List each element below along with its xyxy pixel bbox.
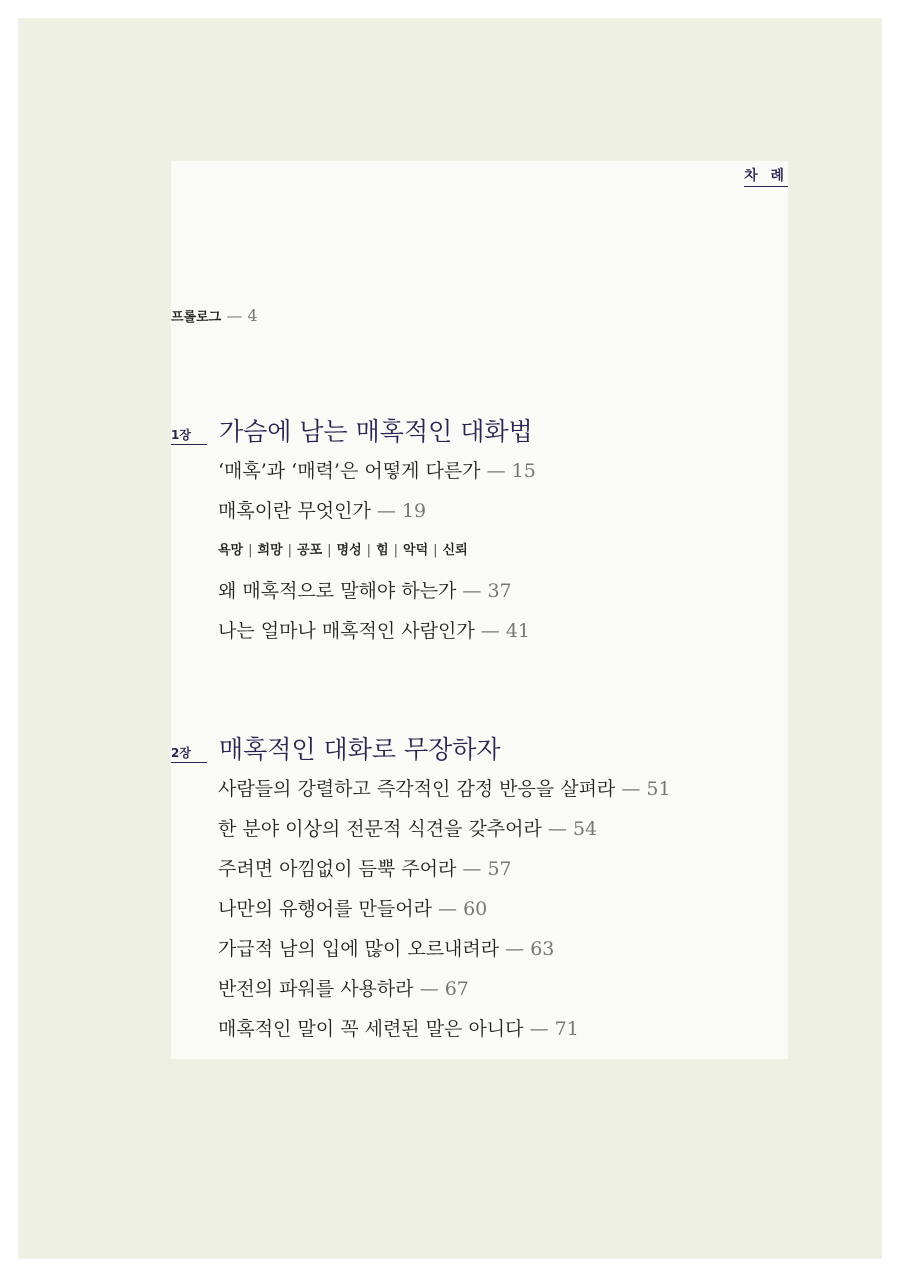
toc-entry[interactable] <box>218 849 671 889</box>
entry-page: 71 <box>554 1018 579 1040</box>
entry-title: 가급적 남의 입에 많이 오르내려라 <box>218 938 500 960</box>
chapter-1-number: 1장 <box>171 426 207 445</box>
chapter-2-title: 매혹적인 대화로 무장하자 <box>219 735 501 764</box>
entry-title: 나는 얼마나 매혹적인 사람인가 <box>218 620 475 642</box>
toc-entry[interactable] <box>218 1009 671 1049</box>
entry-dash: — <box>547 818 567 840</box>
chapter-2 <box>171 733 671 1049</box>
toc-entry[interactable] <box>218 611 580 651</box>
entry-title: 나만의 유행어를 만들어라 <box>218 898 432 920</box>
toc-entry[interactable] <box>218 491 580 531</box>
entry-title: ‘매혹’과 ‘매력’은 어떻게 다른가 <box>218 460 481 482</box>
tag-item: 공포 <box>297 543 323 558</box>
entry-page: 67 <box>444 978 469 1000</box>
chapter-2-number: 2장 <box>171 744 207 763</box>
entry-page: 63 <box>530 938 555 960</box>
toc-entry[interactable] <box>218 451 580 491</box>
entry-dash: — <box>376 500 396 522</box>
entry-title: 한 분야 이상의 전문적 식견을 갖추어라 <box>218 818 542 840</box>
prologue-dash: — <box>226 306 243 325</box>
chapter-1 <box>171 415 536 651</box>
entry-page: 19 <box>401 500 427 522</box>
entry-title: 매혹이란 무엇인가 <box>218 500 371 522</box>
entry-title: 반전의 파워를 사용하라 <box>218 978 414 1000</box>
tag-item: 신뢰 <box>442 543 468 558</box>
page-background <box>18 18 882 1259</box>
chapter-1-heading[interactable] <box>171 415 533 449</box>
entry-dash: — <box>621 778 641 800</box>
entry-title: 사람들의 강렬하고 즉각적인 감정 반응을 살펴라 <box>218 778 616 800</box>
toc-header: 차 례 <box>744 165 788 187</box>
entry-page: 41 <box>505 620 531 642</box>
entry-page: 15 <box>511 460 536 482</box>
entry-page: 60 <box>463 898 488 920</box>
chapter-1-tags: 욕망 | 희망 | 공포 | 명성 | 힘 | 악덕 | 신뢰 <box>218 543 468 558</box>
prologue-page: 4 <box>247 306 258 325</box>
chapter-1-title: 가슴에 남는 매혹적인 대화법 <box>219 417 533 446</box>
entry-page: 54 <box>572 818 598 840</box>
toc-entry[interactable] <box>218 889 671 929</box>
entry-title: 주려면 아낌없이 듬뿍 주어라 <box>218 858 457 880</box>
chapter-2-heading[interactable] <box>171 733 624 767</box>
entry-dash: — <box>462 580 482 602</box>
entry-page: 51 <box>646 778 671 800</box>
toc-sheet <box>171 161 788 1059</box>
entry-page: 57 <box>487 858 512 880</box>
tag-item: 명성 <box>336 543 362 558</box>
toc-entry[interactable] <box>218 809 671 849</box>
toc-entry[interactable] <box>218 929 671 969</box>
toc-entry[interactable] <box>218 571 580 611</box>
entry-page: 37 <box>487 580 512 602</box>
entry-dash: — <box>438 898 458 920</box>
tag-item: 희망 <box>257 543 283 558</box>
tag-item: 악덕 <box>403 543 429 558</box>
entry-title: 매혹적인 말이 꼭 세련된 말은 아니다 <box>218 1018 524 1040</box>
entry-dash: — <box>529 1018 549 1040</box>
entry-dash: — <box>505 938 525 960</box>
tag-item: 힘 <box>376 543 389 558</box>
prologue-label: 프롤로그 <box>171 310 222 325</box>
entry-title: 왜 매혹적으로 말해야 하는가 <box>218 580 457 602</box>
entry-dash: — <box>462 858 482 880</box>
toc-entry[interactable] <box>218 769 671 809</box>
toc-entry[interactable] <box>218 969 671 1009</box>
prologue-entry[interactable] <box>171 306 258 325</box>
entry-dash: — <box>480 620 500 642</box>
tag-item: 욕망 <box>218 543 244 558</box>
entry-dash: — <box>419 978 439 1000</box>
entry-dash: — <box>486 460 506 482</box>
